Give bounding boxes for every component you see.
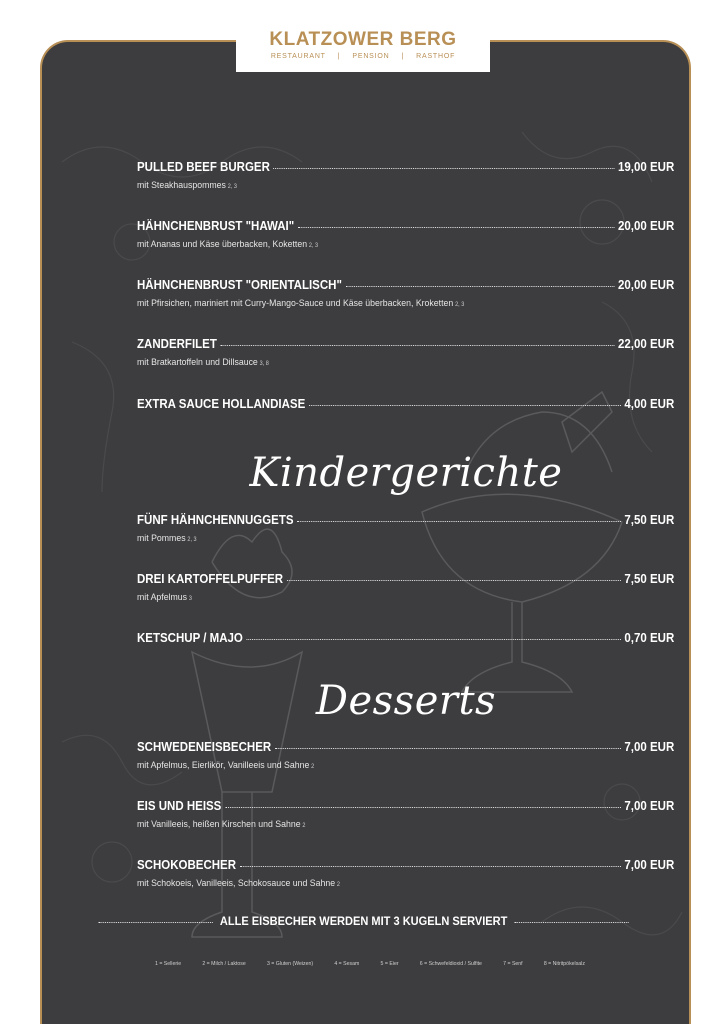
item-name: ZANDERFILET xyxy=(137,337,217,351)
dot-leader xyxy=(225,807,621,808)
legend-item: 7 = Senf xyxy=(503,961,523,967)
brand-sub-restaurant: RESTAURANT xyxy=(270,53,326,60)
allergen-codes: 3 xyxy=(188,596,192,602)
dot-leader xyxy=(247,639,621,640)
allergen-codes: 2 xyxy=(336,882,340,888)
dot-leader xyxy=(240,866,621,867)
item-name: EXTRA SAUCE HOLLANDIASE xyxy=(137,397,306,411)
menu-item xyxy=(137,799,675,830)
dot-leader xyxy=(221,345,615,346)
menu-item xyxy=(137,631,675,645)
item-description: mit Steakhauspommes xyxy=(137,180,226,191)
item-price: 4,00 EUR xyxy=(624,397,675,411)
menu-card xyxy=(40,40,691,1024)
dot-leader xyxy=(274,168,615,169)
dot-leader xyxy=(275,748,621,749)
item-name: HÄHNCHENBRUST "ORIENTALISCH" xyxy=(137,278,342,292)
legend-item: 2 = Milch / Laktose xyxy=(202,961,246,967)
menu-item xyxy=(137,858,675,889)
legend-item: 8 = Nitritpökelsalz xyxy=(543,961,585,967)
item-name: SCHOKOBECHER xyxy=(137,858,237,872)
dot-leader xyxy=(298,227,614,228)
dot-leader xyxy=(309,405,621,406)
allergen-codes: 2 xyxy=(302,823,306,829)
section-title-kids: Kindergerichte xyxy=(249,450,563,496)
legend-item: 3 = Gluten (Weizen) xyxy=(266,961,314,967)
dot-leader xyxy=(515,922,629,923)
item-description: mit Pfirsichen, mariniert mit Curry-Mango-Sauce und Käse überbacken, Kroketten xyxy=(137,298,454,309)
item-description: mit Vanilleeis, heißen Kirschen und Sahne xyxy=(137,819,301,830)
item-price: 7,00 EUR xyxy=(624,799,675,813)
allergen-codes: 2, 3 xyxy=(308,243,319,249)
section-title-desserts: Desserts xyxy=(315,678,497,724)
brand-separator: | xyxy=(337,53,341,60)
item-price: 19,00 EUR xyxy=(618,160,675,174)
item-description: mit Schokoeis, Vanilleeis, Schokosauce und Sahne xyxy=(137,878,336,889)
item-price: 0,70 EUR xyxy=(624,631,675,645)
menu-item xyxy=(137,337,675,368)
legend-item: 6 = Schwefeldioxid / Sulfite xyxy=(419,961,482,967)
item-description: mit Apfelmus, Eierlikör, Vanilleeis und Sahne xyxy=(137,760,310,771)
dot-leader xyxy=(346,286,615,287)
allergen-codes: 2 xyxy=(311,764,315,770)
legend-item: 4 = Sesam xyxy=(334,961,360,967)
item-price: 22,00 EUR xyxy=(618,337,675,351)
serving-note xyxy=(95,914,632,928)
item-name: DREI KARTOFFELPUFFER xyxy=(137,572,284,586)
brand-name: KLATZOWER BERG xyxy=(269,29,457,50)
item-price: 7,50 EUR xyxy=(624,572,675,586)
item-price: 7,50 EUR xyxy=(624,513,675,527)
item-name: PULLED BEEF BURGER xyxy=(137,160,270,174)
allergen-codes: 2, 3 xyxy=(455,302,465,308)
note-text: ALLE EISBECHER WERDEN MIT 3 KUGELN SERVIERT xyxy=(219,914,508,928)
brand-separator: | xyxy=(401,53,405,60)
dot-leader xyxy=(99,922,213,923)
brand-sub-rasthof: RASTHOF xyxy=(416,53,456,60)
item-price: 7,00 EUR xyxy=(624,740,675,754)
menu-item xyxy=(137,740,675,771)
item-name: KETSCHUP / MAJO xyxy=(137,631,243,645)
item-description: mit Bratkartoffeln und Dillsauce xyxy=(137,357,258,368)
allergen-codes: 2, 3 xyxy=(187,537,197,543)
item-price: 20,00 EUR xyxy=(618,219,675,233)
allergen-codes: 3, 8 xyxy=(259,361,269,367)
menu-item xyxy=(137,219,675,250)
menu-item xyxy=(137,572,675,603)
brand-subtitle xyxy=(236,52,490,61)
menu-item xyxy=(137,160,675,191)
brand-sub-pension: PENSION xyxy=(352,53,390,60)
item-description: mit Pommes xyxy=(137,533,186,544)
item-price: 20,00 EUR xyxy=(618,278,675,292)
item-description: mit Apfelmus xyxy=(137,592,188,603)
item-price: 7,00 EUR xyxy=(624,858,675,872)
item-name: FÜNF HÄHNCHENNUGGETS xyxy=(137,513,294,527)
legend-item: 1 = Sellerie xyxy=(155,961,182,967)
dot-leader xyxy=(287,580,621,581)
legend-item: 5 = Eier xyxy=(380,961,399,967)
menu-item xyxy=(137,513,675,544)
dot-leader xyxy=(297,521,621,522)
menu-item xyxy=(137,397,675,411)
item-description: mit Ananas und Käse überbacken, Koketten xyxy=(137,239,308,250)
item-name: HÄHNCHENBRUST "HAWAI" xyxy=(137,219,295,233)
item-name: SCHWEDENEISBECHER xyxy=(137,740,272,754)
allergen-codes: 2, 3 xyxy=(227,184,237,190)
item-name: EIS UND HEISS xyxy=(137,799,222,813)
brand-logo xyxy=(236,28,490,61)
menu-item xyxy=(137,278,675,309)
allergen-legend xyxy=(155,961,585,967)
